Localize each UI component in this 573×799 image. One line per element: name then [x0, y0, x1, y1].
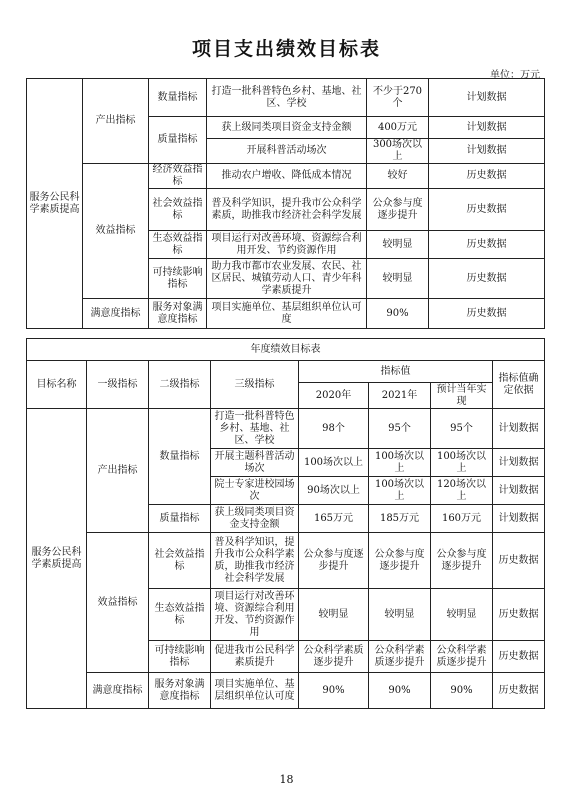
annual-value-2020: 公众参与度逐步提升: [299, 533, 369, 589]
annual-value-expected: 160万元: [431, 505, 493, 533]
annual-level3: 院士专家进校园场次: [211, 477, 299, 505]
annual-basis: 历史数据: [493, 641, 545, 673]
annual-level2-quality: 质量指标: [149, 505, 211, 533]
indicator-value: 较明显: [367, 231, 429, 259]
indicator-value: 300场次以上: [367, 139, 429, 164]
annual-value-2020: 90场次以上: [299, 477, 369, 505]
indicator-value: 90%: [367, 299, 429, 329]
header-values: 指标值: [299, 361, 493, 383]
annual-level3: 项目运行对改善环境、资源综合利用开发、节约资源作用: [211, 589, 299, 641]
level2-quality: 质量指标: [149, 117, 207, 164]
annual-goal-cell: 服务公民科学素质提高: [27, 409, 87, 709]
indicator-basis: 计划数据: [429, 139, 545, 164]
annual-basis: 计划数据: [493, 477, 545, 505]
header-expected: 预计当年实现: [431, 383, 493, 409]
annual-target-table: [26, 338, 545, 709]
annual-value-2020: 165万元: [299, 505, 369, 533]
header-level2: 二级指标: [149, 361, 211, 409]
indicator-basis: 计划数据: [429, 79, 545, 117]
level1-benefit: 效益指标: [83, 164, 149, 299]
annual-level2-quantity: 数量指标: [149, 409, 211, 505]
annual-level3: 促进我市公民科学素质提升: [211, 641, 299, 673]
annual-value-2020: 98个: [299, 409, 369, 449]
goal-cell: 服务公民科学素质提高: [27, 79, 83, 329]
annual-value-2021: 公众参与度逐步提升: [369, 533, 431, 589]
annual-table-title: 年度绩效目标表: [27, 339, 545, 361]
indicator-value: 较好: [367, 164, 429, 189]
indicator-content: 项目运行对改善环境、资源综合利用开发、节约资源作用: [207, 231, 367, 259]
indicator-value: 400万元: [367, 117, 429, 139]
annual-value-expected: 公众科学素质逐步提升: [431, 641, 493, 673]
level1-output: 产出指标: [83, 79, 149, 164]
indicator-content: 打造一批科普特色乡村、基地、社区、学校: [207, 79, 367, 117]
indicator-basis: 历史数据: [429, 189, 545, 231]
annual-value-2021: 较明显: [369, 589, 431, 641]
annual-basis: 历史数据: [493, 673, 545, 709]
page-title: 项目支出绩效目标表: [191, 38, 381, 60]
indicator-content: 获上级同类项目资金支持金额: [207, 117, 367, 139]
annual-level2-ecological: 生态效益指标: [149, 589, 211, 641]
indicator-value: 较明显: [367, 259, 429, 299]
indicator-basis: 历史数据: [429, 299, 545, 329]
header-goal-name: 目标名称: [27, 361, 87, 409]
page-number: 18: [279, 773, 294, 786]
annual-value-2020: 100场次以上: [299, 449, 369, 477]
level2-ecological: 生态效益指标: [149, 231, 207, 259]
header-2021: 2021年: [369, 383, 431, 409]
annual-value-2021: 95个: [369, 409, 431, 449]
annual-level1-output: 产出指标: [87, 409, 149, 533]
annual-value-2020: 公众科学素质逐步提升: [299, 641, 369, 673]
annual-value-expected: 100场次以上: [431, 449, 493, 477]
annual-value-expected: 120场次以上: [431, 477, 493, 505]
indicator-content: 普及科学知识，提升我市公众科学素质，助推我市经济社会科学发展: [207, 189, 367, 231]
annual-basis: 历史数据: [493, 533, 545, 589]
annual-level2-sustainable: 可持续影响指标: [149, 641, 211, 673]
indicator-basis: 历史数据: [429, 231, 545, 259]
level2-quantity: 数量指标: [149, 79, 207, 117]
annual-value-2021: 公众科学素质逐步提升: [369, 641, 431, 673]
indicator-value: 不少于270个: [367, 79, 429, 117]
annual-basis: 历史数据: [493, 589, 545, 641]
header-level1: 一级指标: [87, 361, 149, 409]
level1-satisfaction: 满意度指标: [83, 299, 149, 329]
level2-social: 社会效益指标: [149, 189, 207, 231]
header-2020: 2020年: [299, 383, 369, 409]
indicator-basis: 历史数据: [429, 259, 545, 299]
indicator-content: 推动农户增收、降低成本情况: [207, 164, 367, 189]
header-basis: 指标值确定依据: [493, 361, 545, 409]
annual-level3: 项目实施单位、基层组织单位认可度: [211, 673, 299, 709]
annual-basis: 计划数据: [493, 505, 545, 533]
indicator-basis: 计划数据: [429, 117, 545, 139]
annual-level2-social: 社会效益指标: [149, 533, 211, 589]
annual-value-2021: 100场次以上: [369, 477, 431, 505]
unit-label: 单位：万元: [490, 70, 540, 81]
indicator-content: 助力我市都市农业发展、农民、社区居民、城镇劳动人口、青少年科学素质提升: [207, 259, 367, 299]
annual-value-expected: 公众参与度逐步提升: [431, 533, 493, 589]
level2-service-satisfaction: 服务对象满意度指标: [149, 299, 207, 329]
project-target-table: [26, 78, 545, 329]
indicator-value: 公众参与度逐步提升: [367, 189, 429, 231]
header-level3: 三级指标: [211, 361, 299, 409]
annual-level2-service-satisfaction: 服务对象满意度指标: [149, 673, 211, 709]
annual-value-2020: 90%: [299, 673, 369, 709]
level2-sustainable: 可持续影响指标: [149, 259, 207, 299]
annual-value-expected: 较明显: [431, 589, 493, 641]
annual-basis: 计划数据: [493, 449, 545, 477]
annual-level1-satisfaction: 满意度指标: [87, 673, 149, 709]
annual-value-2020: 较明显: [299, 589, 369, 641]
level2-economic: 经济效益指标: [149, 164, 207, 189]
annual-level1-benefit: 效益指标: [87, 533, 149, 673]
annual-basis: 计划数据: [493, 409, 545, 449]
annual-level3: 获上级同类项目资金支持金额: [211, 505, 299, 533]
annual-value-expected: 95个: [431, 409, 493, 449]
indicator-basis: 历史数据: [429, 164, 545, 189]
annual-level3: 普及科学知识，提升我市公众科学素质，助推我市经济社会科学发展: [211, 533, 299, 589]
annual-level3: 开展主题科普活动场次: [211, 449, 299, 477]
annual-value-expected: 90%: [431, 673, 493, 709]
annual-value-2021: 185万元: [369, 505, 431, 533]
annual-level3: 打造一批科普特色乡村、基地、社区、学校: [211, 409, 299, 449]
indicator-content: 开展科普活动场次: [207, 139, 367, 164]
annual-value-2021: 100场次以上: [369, 449, 431, 477]
annual-value-2021: 90%: [369, 673, 431, 709]
indicator-content: 项目实施单位、基层组织单位认可度: [207, 299, 367, 329]
